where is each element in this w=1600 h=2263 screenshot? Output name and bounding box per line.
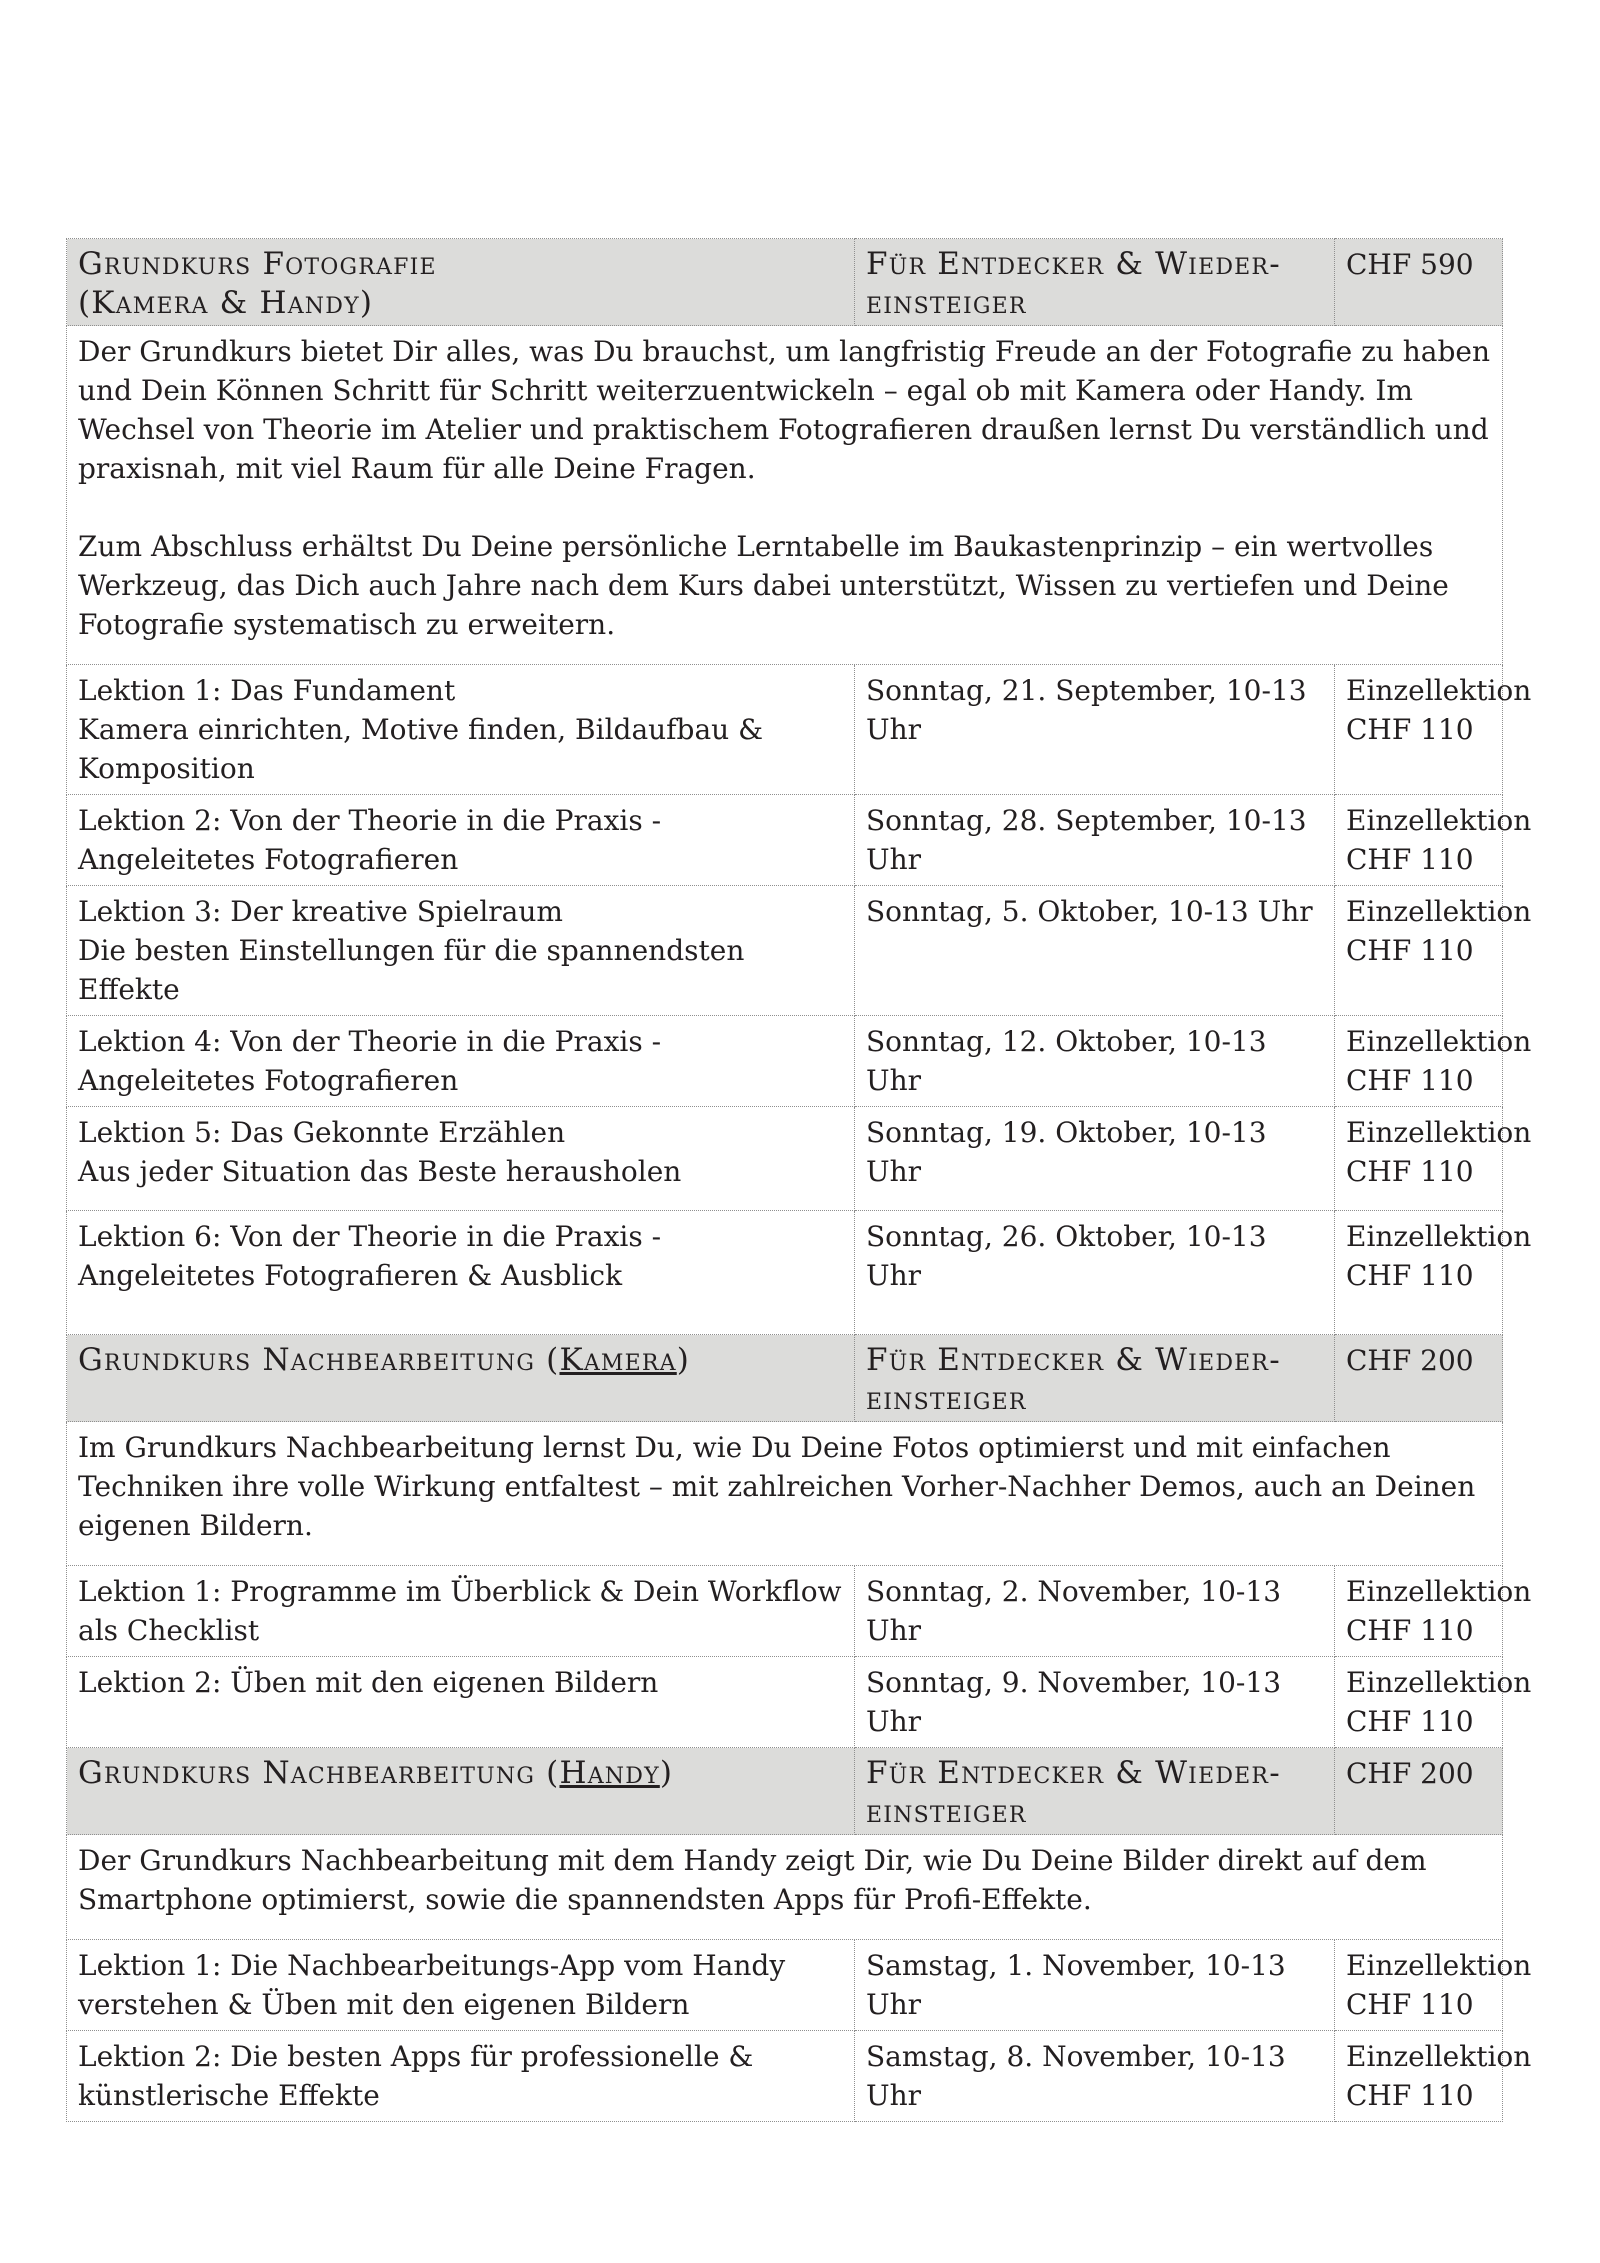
lesson-row [67,1016,1503,1107]
lesson-title-text: Lektion 5: Das Gekonnte Erzählen [78,1116,566,1149]
lesson-subtitle: Kamera einrichten, Motive finden, Bildaufbau & Komposition [78,713,764,785]
lesson-price-label: Einzellektion [1346,2040,1532,2073]
course-title-suffix: ) [676,1342,691,1378]
course-price: CHF 590 [1335,239,1503,326]
lesson-price [1335,2031,1532,2122]
course-description-row [67,1422,1503,1566]
audience-line: Für Entdecker & Wieder- [866,246,1281,282]
course-description-row [67,1835,1503,1940]
course-header-nachbearbeitung-handy [67,1748,1503,1835]
lesson-date: Samstag, 1. November, 10-13 Uhr [855,1940,1335,2031]
lesson-row [67,2031,1503,2122]
lesson-subtitle: Angeleitetes Fotografieren [78,1064,459,1097]
lesson-price-label: Einzellektion [1346,1116,1532,1149]
lesson-date: Sonntag, 19. Oktober, 10-13 Uhr [855,1107,1335,1211]
lesson-title [67,1211,855,1335]
course-header-nachbearbeitung-kamera [67,1335,1503,1422]
course-title-prefix: Grundkurs Nachbearbeitung ( [78,1342,560,1378]
lesson-date: Sonntag, 5. Oktober, 10-13 Uhr [855,886,1335,1016]
course-description [67,1835,1503,1940]
course-table [66,238,1532,2122]
lesson-date: Sonntag, 2. November, 10-13 Uhr [855,1566,1335,1657]
description-paragraph: Im Grundkurs Nachbearbeitung lernst Du, wie Du Deine Fotos optimierst und mit einfachen Techniken ihre volle Wirkung entfaltest – mit zahlreichen Vorher-Nachher Demos, auch an Deinen eigenen Bildern. [78,1431,1476,1542]
audience-line: einsteiger [866,285,1027,321]
lesson-title: Lektion 2: Üben mit den eigenen Bildern [67,1657,855,1748]
lesson-title-text: Lektion 6: Von der Theorie in die Praxis - [78,1220,662,1253]
lesson-title: Lektion 1: Programme im Überblick & Dein Workflow als Checklist [67,1566,855,1657]
lesson-price-label: Einzellektion [1346,1025,1532,1058]
lesson-price-label: Einzellektion [1346,895,1532,928]
lesson-date: Sonntag, 12. Oktober, 10-13 Uhr [855,1016,1335,1107]
lesson-price-value: CHF 110 [1346,843,1474,876]
lesson-price [1335,1107,1532,1211]
lesson-title [67,1016,855,1107]
course-description [67,326,1503,665]
course-description [67,1422,1503,1566]
lesson-date: Sonntag, 28. September, 10-13 Uhr [855,795,1335,886]
course-title [67,1335,855,1422]
lesson-subtitle: Angeleitetes Fotografieren [78,843,459,876]
lesson-price-value: CHF 110 [1346,1705,1474,1738]
course-title [67,239,855,326]
lesson-price-label: Einzellektion [1346,1666,1532,1699]
lesson-date: Samstag, 8. November, 10-13 Uhr [855,2031,1335,2122]
course-audience [855,239,1335,326]
lesson-title: Lektion 2: Die besten Apps für professionelle & künstlerische Effekte [67,2031,855,2122]
lesson-row [67,1657,1503,1748]
lesson-row [67,1211,1503,1335]
course-header-fotografie [67,239,1503,326]
audience-line: einsteiger [866,1381,1027,1417]
description-paragraph: Der Grundkurs Nachbearbeitung mit dem Handy zeigt Dir, wie Du Deine Bilder direkt auf dem Smartphone optimierst, sowie die spannendsten Apps für Profi-Effekte. [78,1844,1427,1916]
audience-line: Für Entdecker & Wieder- [866,1342,1281,1378]
lesson-date: Sonntag, 26. Oktober, 10-13 Uhr [855,1211,1335,1335]
course-title-suffix: ) [659,1755,674,1791]
course-price: CHF 200 [1335,1748,1503,1835]
lesson-price-value: CHF 110 [1346,934,1474,967]
lesson-row [67,1566,1503,1657]
lesson-price [1335,1657,1532,1748]
course-title-keyword: Handy [559,1755,660,1791]
lesson-price-label: Einzellektion [1346,804,1532,837]
lesson-row [67,1940,1503,2031]
lesson-price [1335,886,1532,1016]
lesson-price [1335,1940,1532,2031]
description-paragraph: Der Grundkurs bietet Dir alles, was Du brauchst, um langfristig Freude an der Fotografie zu haben und Dein Können Schritt für Schritt weiterzuentwickeln – egal ob mit Kamera oder Handy. Im Wechsel von Theorie im Atelier und praktischem Fotografieren draußen lernst Du verständlich und praxisnah, mit viel Raum für alle Deine Fragen. [78,335,1491,485]
lesson-price [1335,665,1532,795]
lesson-row [67,886,1503,1016]
lesson-row [67,795,1503,886]
description-paragraph: Zum Abschluss erhältst Du Deine persönliche Lerntabelle im Baukastenprinzip – ein wertvolles Werkzeug, das Dich auch Jahre nach dem Kurs dabei unterstützt, Wissen zu vertiefen und Deine Fotografie systematisch zu erweitern. [78,530,1449,641]
lesson-price-value: CHF 110 [1346,1614,1474,1647]
lesson-price-value: CHF 110 [1346,1259,1474,1292]
audience-line: Für Entdecker & Wieder- [866,1755,1281,1791]
course-title [67,1748,855,1835]
lesson-title [67,795,855,886]
lesson-price-label: Einzellektion [1346,674,1532,707]
lesson-date: Sonntag, 21. September, 10-13 Uhr [855,665,1335,795]
audience-line: einsteiger [866,1794,1027,1830]
lesson-price-value: CHF 110 [1346,1155,1474,1188]
lesson-price [1335,1566,1532,1657]
lesson-subtitle: Aus jeder Situation das Beste herausholen [78,1155,682,1188]
lesson-price-label: Einzellektion [1346,1220,1532,1253]
course-audience [855,1335,1335,1422]
lesson-title-text: Lektion 1: Das Fundament [78,674,456,707]
course-audience [855,1748,1335,1835]
lesson-price-value: CHF 110 [1346,1988,1474,2021]
lesson-subtitle: Angeleitetes Fotografieren & Ausblick [78,1259,623,1292]
lesson-title: Lektion 1: Die Nachbearbeitungs-App vom Handy verstehen & Üben mit den eigenen Bildern [67,1940,855,2031]
lesson-price-label: Einzellektion [1346,1575,1532,1608]
lesson-price [1335,1016,1532,1107]
lesson-price-value: CHF 110 [1346,2079,1474,2112]
lesson-price [1335,1211,1532,1335]
lesson-price [1335,795,1532,886]
lesson-title-text: Lektion 4: Von der Theorie in die Praxis - [78,1025,662,1058]
lesson-title-text: Lektion 2: Von der Theorie in die Praxis - [78,804,662,837]
lesson-row [67,1107,1503,1211]
lesson-title [67,1107,855,1211]
course-price: CHF 200 [1335,1335,1503,1422]
lesson-price-label: Einzellektion [1346,1949,1532,1982]
course-description-row [67,326,1503,665]
lesson-title-text: Lektion 3: Der kreative Spielraum [78,895,563,928]
course-title-line: Grundkurs Fotografie [78,246,437,282]
lesson-title [67,665,855,795]
lesson-price-value: CHF 110 [1346,1064,1474,1097]
lesson-price-value: CHF 110 [1346,713,1474,746]
course-title-keyword: Kamera [559,1342,677,1378]
lesson-title [67,886,855,1016]
lesson-row [67,665,1503,795]
lesson-date: Sonntag, 9. November, 10-13 Uhr [855,1657,1335,1748]
course-title-prefix: Grundkurs Nachbearbeitung ( [78,1755,560,1791]
course-title-line: (Kamera & Handy) [78,285,374,321]
lesson-subtitle: Die besten Einstellungen für die spannendsten Effekte [78,934,745,1006]
